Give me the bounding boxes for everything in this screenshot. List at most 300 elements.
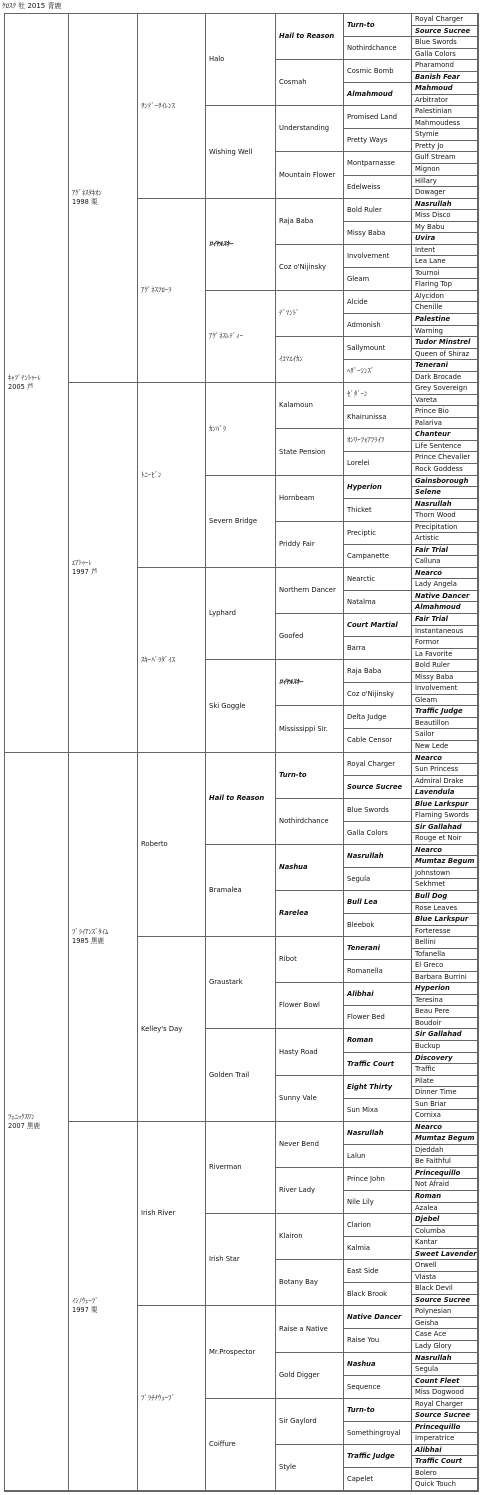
horse-name: Uvira [415,234,436,242]
pedigree-cell-gen2 [69,383,138,753]
pedigree-cell-gen7 [412,164,478,176]
horse-name: Cosmah [279,78,307,86]
horse-name: ｶﾝﾊﾞﾗ [209,424,226,433]
pedigree-cell-gen6 [344,14,412,37]
horse-name: Thorn Wood [415,511,456,519]
horse-name: Fair Trial [415,545,448,554]
horse-name: Sailor [415,730,435,738]
horse-name: ﾄﾆｰﾋﾞﾝ [141,470,162,479]
horse-name: Imperatrice [415,1434,455,1442]
horse-name: Formor [415,638,440,646]
pedigree-cell-gen7 [412,476,478,487]
horse-name: Bull Dog [415,892,448,900]
pedigree-cell-gen7 [412,152,478,164]
horse-name: Discovery [415,1053,453,1062]
pedigree-cell-gen3 [138,1122,206,1306]
horse-name: Palestine [415,315,451,323]
pedigree-cell-gen4 [206,199,276,291]
pedigree-cell-gen6 [344,476,412,499]
pedigree-cell-gen7 [412,1076,478,1087]
horse-name: Djebel [415,1215,440,1223]
horse-name: Edelweiss [347,182,381,191]
pedigree-cell-gen6 [344,1329,412,1353]
pedigree-cell-gen7 [412,1387,478,1399]
horse-year-color: 2005 芦 [8,383,34,391]
pedigree-cell-gen5 [276,891,344,937]
horse-name: Thicket [347,505,372,514]
pedigree-cell-gen5 [276,799,344,845]
horse-name: Rock Goddess [415,465,463,473]
horse-name: Northern Dancer [279,586,336,594]
pedigree-cell-gen7 [412,522,478,533]
horse-name: Sunny Vale [279,1094,317,1102]
horse-name: Miss Dogwood [415,1388,464,1396]
pedigree-cell-gen6 [344,176,412,199]
horse-name: Hail to Reason [209,794,265,802]
horse-name: Be Faithful [415,1157,451,1165]
pedigree-cell-gen7 [412,337,478,349]
pedigree-cell-gen5 [276,245,344,291]
horse-name: Palariva [415,418,442,427]
horse-name: Nasrullah [347,851,384,860]
horse-name: River Lady [279,1186,316,1194]
horse-name: Golden Trail [209,1070,250,1079]
horse-name: ｷｬﾌﾟﾃﾝﾄｩｰﾚ [8,374,41,382]
pedigree-cell-gen7 [412,187,478,199]
horse-name: Sir Gallahad [415,1030,462,1038]
pedigree-cell-gen6 [344,637,412,660]
pedigree-cell-gen4 [206,660,276,753]
horse-name: Dowager [415,188,446,196]
horse-name: Romanella [347,966,383,975]
horse-name: Grey Sovereign [415,384,468,392]
horse-name: Traffic Court [347,1059,395,1068]
horse-name: Native Dancer [415,591,470,600]
pedigree-cell-gen6 [344,106,412,129]
horse-name: Prince Chevalier [415,453,471,461]
horse-name: Tofanella [415,949,446,958]
horse-name: Geisha [415,1318,439,1327]
pedigree-cell-gen7 [412,602,478,614]
horse-name: Blue Swords [347,805,389,814]
horse-name: Involvement [347,251,390,260]
horse-name: Gleam [415,695,438,704]
pedigree-cell-gen7 [412,949,478,960]
pedigree-cell-gen7 [412,1168,478,1179]
pedigree-cell-gen7 [412,60,478,72]
pedigree-cell-gen4 [206,753,276,845]
pedigree-cell-gen5 [276,1168,344,1214]
pedigree-cell-gen5 [276,1260,344,1306]
horse-name: ﾛｲﾔﾙｽｷｰ [279,678,303,686]
pedigree-cell-gen7 [412,499,478,510]
horse-name: ｲｼﾉｳｪｰﾌﾞ [72,1297,99,1305]
horse-name: Bramalea [209,886,242,894]
horse-name: Arbitrator [415,95,448,104]
horse-name: Segula [415,1365,439,1373]
horse-name: Nearco [415,568,442,577]
pedigree-cell-gen2 [69,753,138,1122]
pedigree-cell-gen5 [276,614,344,660]
pedigree-cell-gen6 [344,729,412,753]
horse-name: Cornixa [415,1111,441,1119]
horse-name: Johnstown [415,868,451,877]
horse-name: Prince John [347,1174,385,1183]
pedigree-cell-gen6 [344,1006,412,1029]
horse-name: Nothirdchance [347,43,397,52]
horse-name: Mumtaz Begum [415,857,475,865]
horse-name: Quick Touch [415,1480,456,1488]
pedigree-cell-gen7 [412,1237,478,1249]
pedigree-cell-gen7 [412,279,478,291]
horse-name: Tenerani [415,361,448,369]
horse-name: Nashua [279,863,308,871]
pedigree-cell-gen4 [206,106,276,199]
horse-name: Palestinian [415,107,452,115]
pedigree-cell-gen7 [412,706,478,718]
horse-name: El Greco [415,961,444,969]
horse-name: Blue Swords [415,38,457,46]
horse-name: Mountain Flower [279,170,336,179]
horse-name: ｱｸﾞﾈｽﾚﾃﾞｨｰ [209,332,243,340]
horse-name: Vareta [415,395,437,404]
horse-name: Gainsborough [415,476,469,485]
pedigree-cell-gen5 [276,1306,344,1353]
horse-name: Cosmic Bomb [347,66,394,75]
pedigree-cell-gen7 [412,556,478,568]
horse-name: Chanteur [415,430,451,438]
pedigree-cell-gen7 [412,649,478,660]
horse-name: Not Afraid [415,1180,450,1188]
horse-name: Blue Larkspur [415,915,469,923]
horse-name: Almahmoud [415,603,461,611]
pedigree-cell-gen6 [344,1237,412,1260]
pedigree-cell-gen7 [412,1376,478,1387]
horse-name: Never Bend [279,1140,319,1148]
horse-name: Miss Disco [415,211,451,219]
pedigree-cell-gen7 [412,72,478,83]
pedigree-cell-gen4 [206,476,276,568]
pedigree-cell-gen3 [138,383,206,568]
horse-name: Campanette [347,551,390,560]
pedigree-cell-gen6 [344,360,412,383]
horse-name: Galla Colors [415,49,456,58]
pedigree-cell-gen7 [412,1053,478,1064]
horse-name: Tournoi [415,268,440,277]
horse-name: Beautillon [415,718,450,727]
pedigree-cell-gen6 [344,799,412,822]
horse-name: Bull Lea [347,897,378,906]
pedigree-cell-gen5 [276,337,344,383]
pedigree-cell-gen7 [412,245,478,256]
horse-name: ｻﾝﾃﾞｰｻｲﾚﾝｽ [141,101,175,110]
pedigree-cell-gen5 [276,983,344,1029]
pedigree-cell-gen5 [276,706,344,753]
pedigree-cell-gen7 [412,1306,478,1318]
pedigree-cell-gen6 [344,222,412,245]
pedigree-cell-gen6 [344,314,412,337]
horse-name: Mississippi Sir. [279,724,328,733]
horse-name: Teresina [415,995,443,1004]
horse-name: Prince Bio [415,407,449,415]
horse-name: Bellini [415,938,436,946]
horse-name: Barra [347,643,366,652]
horse-name: Botany Bay [279,1278,318,1286]
pedigree-cell-gen6 [344,891,412,914]
horse-name: Sequence [347,1382,381,1391]
pedigree-cell-gen7 [412,729,478,741]
horse-name: ﾌﾟﾗﾁﾅｳｪｰﾌﾞ [141,1393,175,1402]
horse-name: Native Dancer [347,1312,402,1321]
pedigree-cell-gen5 [276,476,344,522]
pedigree-cell-gen7 [412,833,478,845]
horse-name: ﾌﾞﾗｲｱﾝｽﾞﾀｲﾑ [72,928,109,936]
pedigree-cell-gen7 [412,1214,478,1226]
horse-name: Mahmoud [415,84,453,92]
horse-name: Cable Censor [347,736,393,744]
horse-name: Admonish [347,320,381,329]
pedigree-cell-gen7 [412,256,478,268]
pedigree-cell-gen7 [412,626,478,637]
horse-name: Preciptic [347,528,377,537]
horse-name: Ribot [279,955,297,963]
pedigree-cell-gen7 [412,683,478,695]
pedigree-cell-gen6 [344,1168,412,1191]
pedigree-cell-gen7 [412,1203,478,1214]
pedigree-cell-gen6 [344,383,412,406]
horse-name: New Lede [415,742,449,750]
pedigree-cell-gen6 [344,268,412,291]
horse-name: Kelley's Day [141,1024,183,1033]
pedigree-cell-gen7 [412,579,478,591]
pedigree-cell-gen7 [412,856,478,868]
horse-name: ﾃﾞﾏﾝﾄﾞ [279,309,300,317]
pedigree-cell-gen7 [412,199,478,210]
pedigree-cell-gen5 [276,106,344,152]
pedigree-cell-gen7 [412,1329,478,1341]
horse-name: Nearco [415,845,442,854]
horse-name: Understanding [279,124,330,132]
pedigree-cell-gen7 [412,960,478,972]
pedigree-cell-gen6 [344,822,412,845]
pedigree-cell-gen6 [344,129,412,152]
pedigree-cell-gen7 [412,141,478,152]
pedigree-cell-gen6 [344,1260,412,1283]
horse-name: Nearctic [347,574,376,583]
horse-name: Somethingroyal [347,1428,401,1437]
pedigree-cell-gen5 [276,937,344,983]
pedigree-cell-gen7 [412,533,478,545]
pedigree-cell-gen7 [412,903,478,914]
horse-name: Lyphard [209,609,236,617]
pedigree-cell-gen7 [412,799,478,810]
pedigree-cell-gen7 [412,14,478,26]
pedigree-cell-gen4 [206,383,276,476]
pedigree-cell-gen3 [138,568,206,753]
pedigree-cell-gen7 [412,787,478,799]
pedigree-cell-gen7 [412,868,478,879]
horse-name: Lalun [347,1151,366,1160]
pedigree-cell-gen7 [412,660,478,672]
pedigree-cell-gen4 [206,1399,276,1491]
pedigree-cell-gen7 [412,118,478,129]
horse-name: Gold Digger [279,1371,320,1379]
horse-year-color: 1998 栗 [72,198,98,206]
pedigree-cell-gen7 [412,1087,478,1099]
horse-name: Sun Princess [415,765,459,773]
horse-name: Montparnasse [347,159,395,167]
pedigree-cell-gen7 [412,741,478,753]
pedigree-cell-gen7 [412,764,478,776]
pedigree-cell-gen6 [344,1099,412,1122]
pedigree-table [4,13,479,1492]
horse-name: Polynesian [415,1307,452,1315]
horse-name: Warning [415,326,443,335]
horse-name: Ski Goggle [209,701,246,710]
horse-name: Segula [347,874,371,883]
pedigree-cell-gen4 [206,291,276,383]
horse-name: Style [279,1463,297,1471]
pedigree-cell-gen4 [206,937,276,1029]
horse-name: Eight Thirty [347,1082,393,1091]
pedigree-cell-gen7 [412,1364,478,1376]
pedigree-cell-gen7 [412,845,478,856]
horse-name: Flower Bed [347,1012,385,1021]
horse-name: Lea Lane [415,257,446,265]
horse-name: Intent [415,245,436,254]
horse-name: Sekhmet [415,880,446,888]
pedigree-cell-gen7 [412,1456,478,1468]
pedigree-cell-gen7 [412,822,478,833]
pedigree-cell-gen7 [412,1272,478,1283]
horse-name: Sun Briar [415,1099,447,1108]
horse-name: ﾛｲﾔﾙｽｷｰ [209,240,233,248]
horse-name: Count Fleet [415,1376,460,1385]
horse-name: Khairunissa [347,412,387,421]
pedigree-cell-gen4 [206,1122,276,1214]
horse-name: Nasrullah [347,1128,384,1137]
pedigree-cell-gen7 [412,26,478,37]
pedigree-cell-gen7 [412,1295,478,1306]
horse-name: Traffic Judge [347,1451,395,1460]
horse-name: My Babu [415,222,445,231]
horse-name: Clarion [347,1220,371,1229]
pedigree-cell-gen7 [412,810,478,822]
horse-name: Flaming Swords [415,811,469,819]
pedigree-cell-gen5 [276,1445,344,1491]
pedigree-cell-gen6 [344,1214,412,1237]
pedigree-cell-gen5 [276,1076,344,1122]
horse-name: Coz o'Nijinsky [347,689,394,698]
pedigree-cell-gen7 [412,1468,478,1479]
pedigree-cell-gen7 [412,372,478,383]
horse-name: ｲｺﾏｴｲｶﾝ [279,355,303,363]
pedigree-cell-gen7 [412,429,478,441]
horse-name: Nasrullah [415,199,452,208]
pedigree-cell-gen7 [412,1029,478,1041]
horse-name: Traffic [415,1065,436,1073]
pedigree-cell-gen3 [138,753,206,937]
pedigree-cell-gen4 [206,1306,276,1399]
horse-name: Hyperion [415,984,450,992]
horse-name: Royal Charger [347,759,395,768]
pedigree-cell-gen6 [344,522,412,545]
pedigree-cell-gen7 [412,879,478,891]
pedigree-cell-gen7 [412,926,478,937]
pedigree-cell-gen6 [344,776,412,799]
pedigree-cell-gen7 [412,1353,478,1364]
horse-name: Halo [209,55,225,63]
pedigree-cell-gen6 [344,568,412,591]
pedigree-cell-gen7 [412,672,478,683]
horse-name: Artistic [415,534,439,542]
pedigree-cell-gen6 [344,591,412,614]
pedigree-cell-gen7 [412,1422,478,1433]
pedigree-cell-gen7 [412,49,478,60]
horse-name: Coiffure [209,1440,236,1448]
horse-name: ｴｱﾄｩｰﾚ [72,558,92,567]
horse-name: Boudoir [415,1018,442,1027]
pedigree-cell-gen7 [412,314,478,326]
horse-name: Bolero [415,1468,437,1477]
horse-name: Royal Charger [415,15,463,23]
horse-year-color: 1997 芦 [72,567,98,576]
horse-name: Irish River [141,1209,176,1217]
pedigree-cell-gen7 [412,1341,478,1353]
pedigree-cell-gen6 [344,429,412,452]
horse-name: Coz o'Nijinsky [279,263,326,271]
horse-name: Flaring Top [415,280,452,288]
pedigree-cell-gen7 [412,637,478,649]
horse-name: Buckup [415,1042,441,1050]
horse-name: Hasty Road [279,1047,318,1056]
pedigree-cell-gen7 [412,937,478,949]
pedigree-cell-gen3 [138,14,206,199]
horse-name: Princequillo [415,1422,461,1431]
pedigree-cell-gen7 [412,1064,478,1076]
horse-name: Gleam [347,274,370,283]
horse-name: Gulf Stream [415,153,456,161]
pedigree-cell-gen7 [412,487,478,499]
horse-year-color: 1997 栗 [72,1306,98,1314]
horse-name: Life Sentence [415,441,462,450]
pedigree-cell-gen6 [344,683,412,706]
pedigree-cell-gen6 [344,1306,412,1329]
horse-name: Hornbeam [279,494,315,502]
horse-name: Source Sucree [415,26,471,35]
horse-name: Missy Baba [415,672,454,681]
horse-name: Irish Star [209,1255,240,1263]
horse-name: Admiral Drake [415,776,464,785]
pedigree-cell-gen7 [412,972,478,983]
horse-name: Raja Baba [347,666,382,675]
pedigree-cell-gen7 [412,129,478,141]
pedigree-cell-gen7 [412,441,478,452]
pedigree-cell-gen6 [344,499,412,522]
pedigree-cell-gen6 [344,706,412,729]
horse-name: Sun Mixa [347,1105,379,1114]
horse-name: Delta Judge [347,712,387,721]
horse-name: ｾﾞﾀﾞｰﾝ [347,389,368,398]
horse-name: Hillary [415,176,437,185]
pedigree-cell-gen6 [344,1283,412,1306]
pedigree-cell-gen7 [412,510,478,522]
pedigree-cell-gen2 [69,14,138,383]
horse-name: Turn-to [347,20,375,29]
pedigree-cell-gen6 [344,937,412,960]
horse-name: Nearco [415,753,442,762]
pedigree-cell-gen7 [412,83,478,95]
